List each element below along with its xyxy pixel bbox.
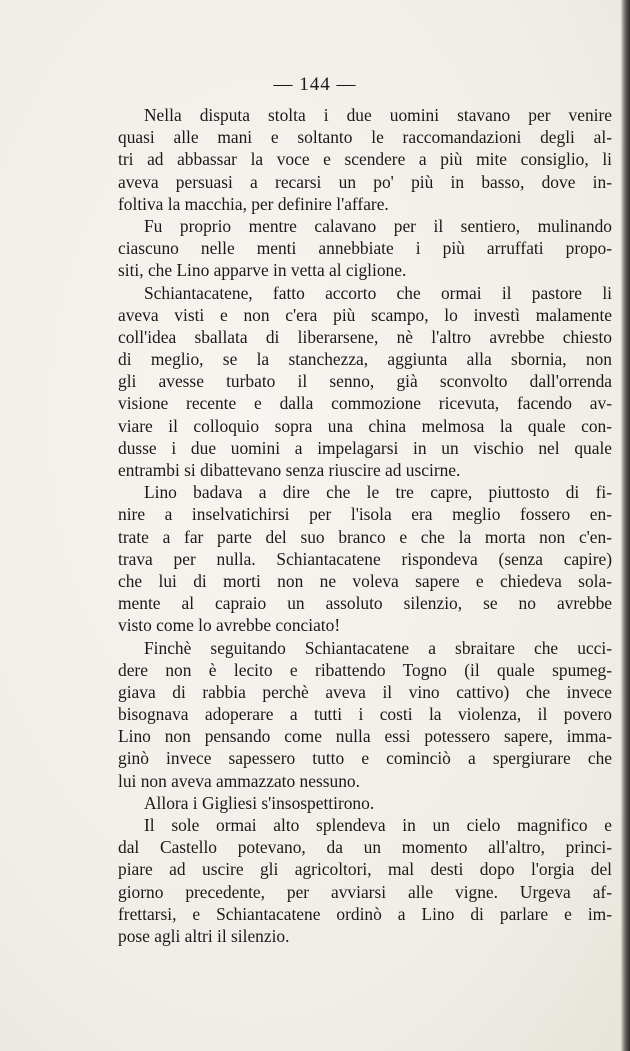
text-line: ginò invece sapessero tutto e cominciò a spergiurare che <box>118 748 612 769</box>
text-line: siti, che Lino apparve in vetta al ciglione. <box>118 260 407 281</box>
text-line: foltiva la macchia, per definire l'affare. <box>118 193 389 214</box>
text-line: Il sole ormai alto splendeva in un cielo magnifico e <box>144 815 612 835</box>
text-line: trate a far parte del suo branco e che la morta non c'en- <box>118 526 612 547</box>
text-line: visione recente e dalla commozione ricevuta, facendo av- <box>118 393 612 414</box>
text-line: frettarsi, e Schiantacatene ordinò a Lino di parlare e im- <box>118 903 612 924</box>
text-line: pose agli altri il silenzio. <box>118 925 290 946</box>
page-edge-shadow <box>621 0 630 1051</box>
text-line: nire a inselvatichirsi per l'isola era meglio fossero en- <box>118 504 612 525</box>
text-line: tri ad abbassar la voce e scendere a più mite consiglio, li <box>118 149 612 170</box>
text-line: Allora i Gigliesi s'insospettirono. <box>144 792 375 813</box>
text-line: Finchè seguitando Schiantacatene a sbraitare che ucci- <box>144 637 612 658</box>
text-line: viare il colloquio sopra una china melmosa la quale con- <box>118 415 612 436</box>
text-line: trava per nulla. Schiantacatene rispondeva (senza capire) <box>118 548 612 569</box>
text-line: giorno precedente, per avviarsi alle vigne. Urgeva af- <box>118 881 612 902</box>
text-line: bisognava adoperare a tutti i costi la violenza, il povero <box>118 704 612 725</box>
text-line: aveva visti e non c'era più scampo, lo investì malamente <box>118 304 612 325</box>
text-line: che lui di morti non ne voleva sapere e chiedeva sola- <box>118 570 612 591</box>
text-line: Nella disputa stolta i due uomini stavano per venire <box>144 105 612 125</box>
text-line: aveva persuasi a recarsi un po' più in basso, dove in- <box>118 171 612 192</box>
text-line: dal Castello potevano, da un momento all'altro, princi- <box>118 837 612 858</box>
text-line: quasi alle mani e soltanto le raccomandazioni degli al- <box>118 127 612 148</box>
body-text <box>118 104 612 947</box>
text-line: dere non è lecito e ribattendo Togno (il quale spumeg- <box>118 659 612 680</box>
text-line: entrambi si dibattevano senza riuscire ad uscirne. <box>118 460 461 480</box>
text-line: di meglio, se la stanchezza, aggiunta alla sbornia, non <box>118 349 612 370</box>
text-line: visto come lo avrebbe conciato! <box>118 615 341 636</box>
text-line: Fu proprio mentre calavano per il sentiero, mulinando <box>144 215 612 236</box>
text-line: coll'idea sballata di liberarsene, nè l'altro avrebbe chiesto <box>118 326 612 347</box>
text-line: Lino badava a dire che le tre capre, piuttosto di fi- <box>144 482 612 503</box>
text-line: gli avesse turbato il senno, già sconvolto dall'orrenda <box>118 371 612 392</box>
text-line: Lino non pensando come nulla essi potessero sapere, imma- <box>118 726 612 747</box>
text-line: ciascuno nelle menti annebbiate i più arruffati propo- <box>118 238 612 259</box>
text-line: dusse i due uomini a impelagarsi in un vischio nel quale <box>118 437 612 458</box>
text-line: mente al capraio un assoluto silenzio, se no avrebbe <box>118 593 612 614</box>
text-line: piare ad uscire gli agricoltori, mal desti dopo l'orgia del <box>118 859 612 880</box>
text-line: giava di rabbia perchè aveva il vino cattivo) che invece <box>118 681 612 702</box>
page-number: — 144 — <box>273 74 357 95</box>
text-line: Schiantacatene, fatto accorto che ormai il pastore li <box>144 282 612 303</box>
text-line: lui non aveva ammazzato nessuno. <box>118 770 360 791</box>
